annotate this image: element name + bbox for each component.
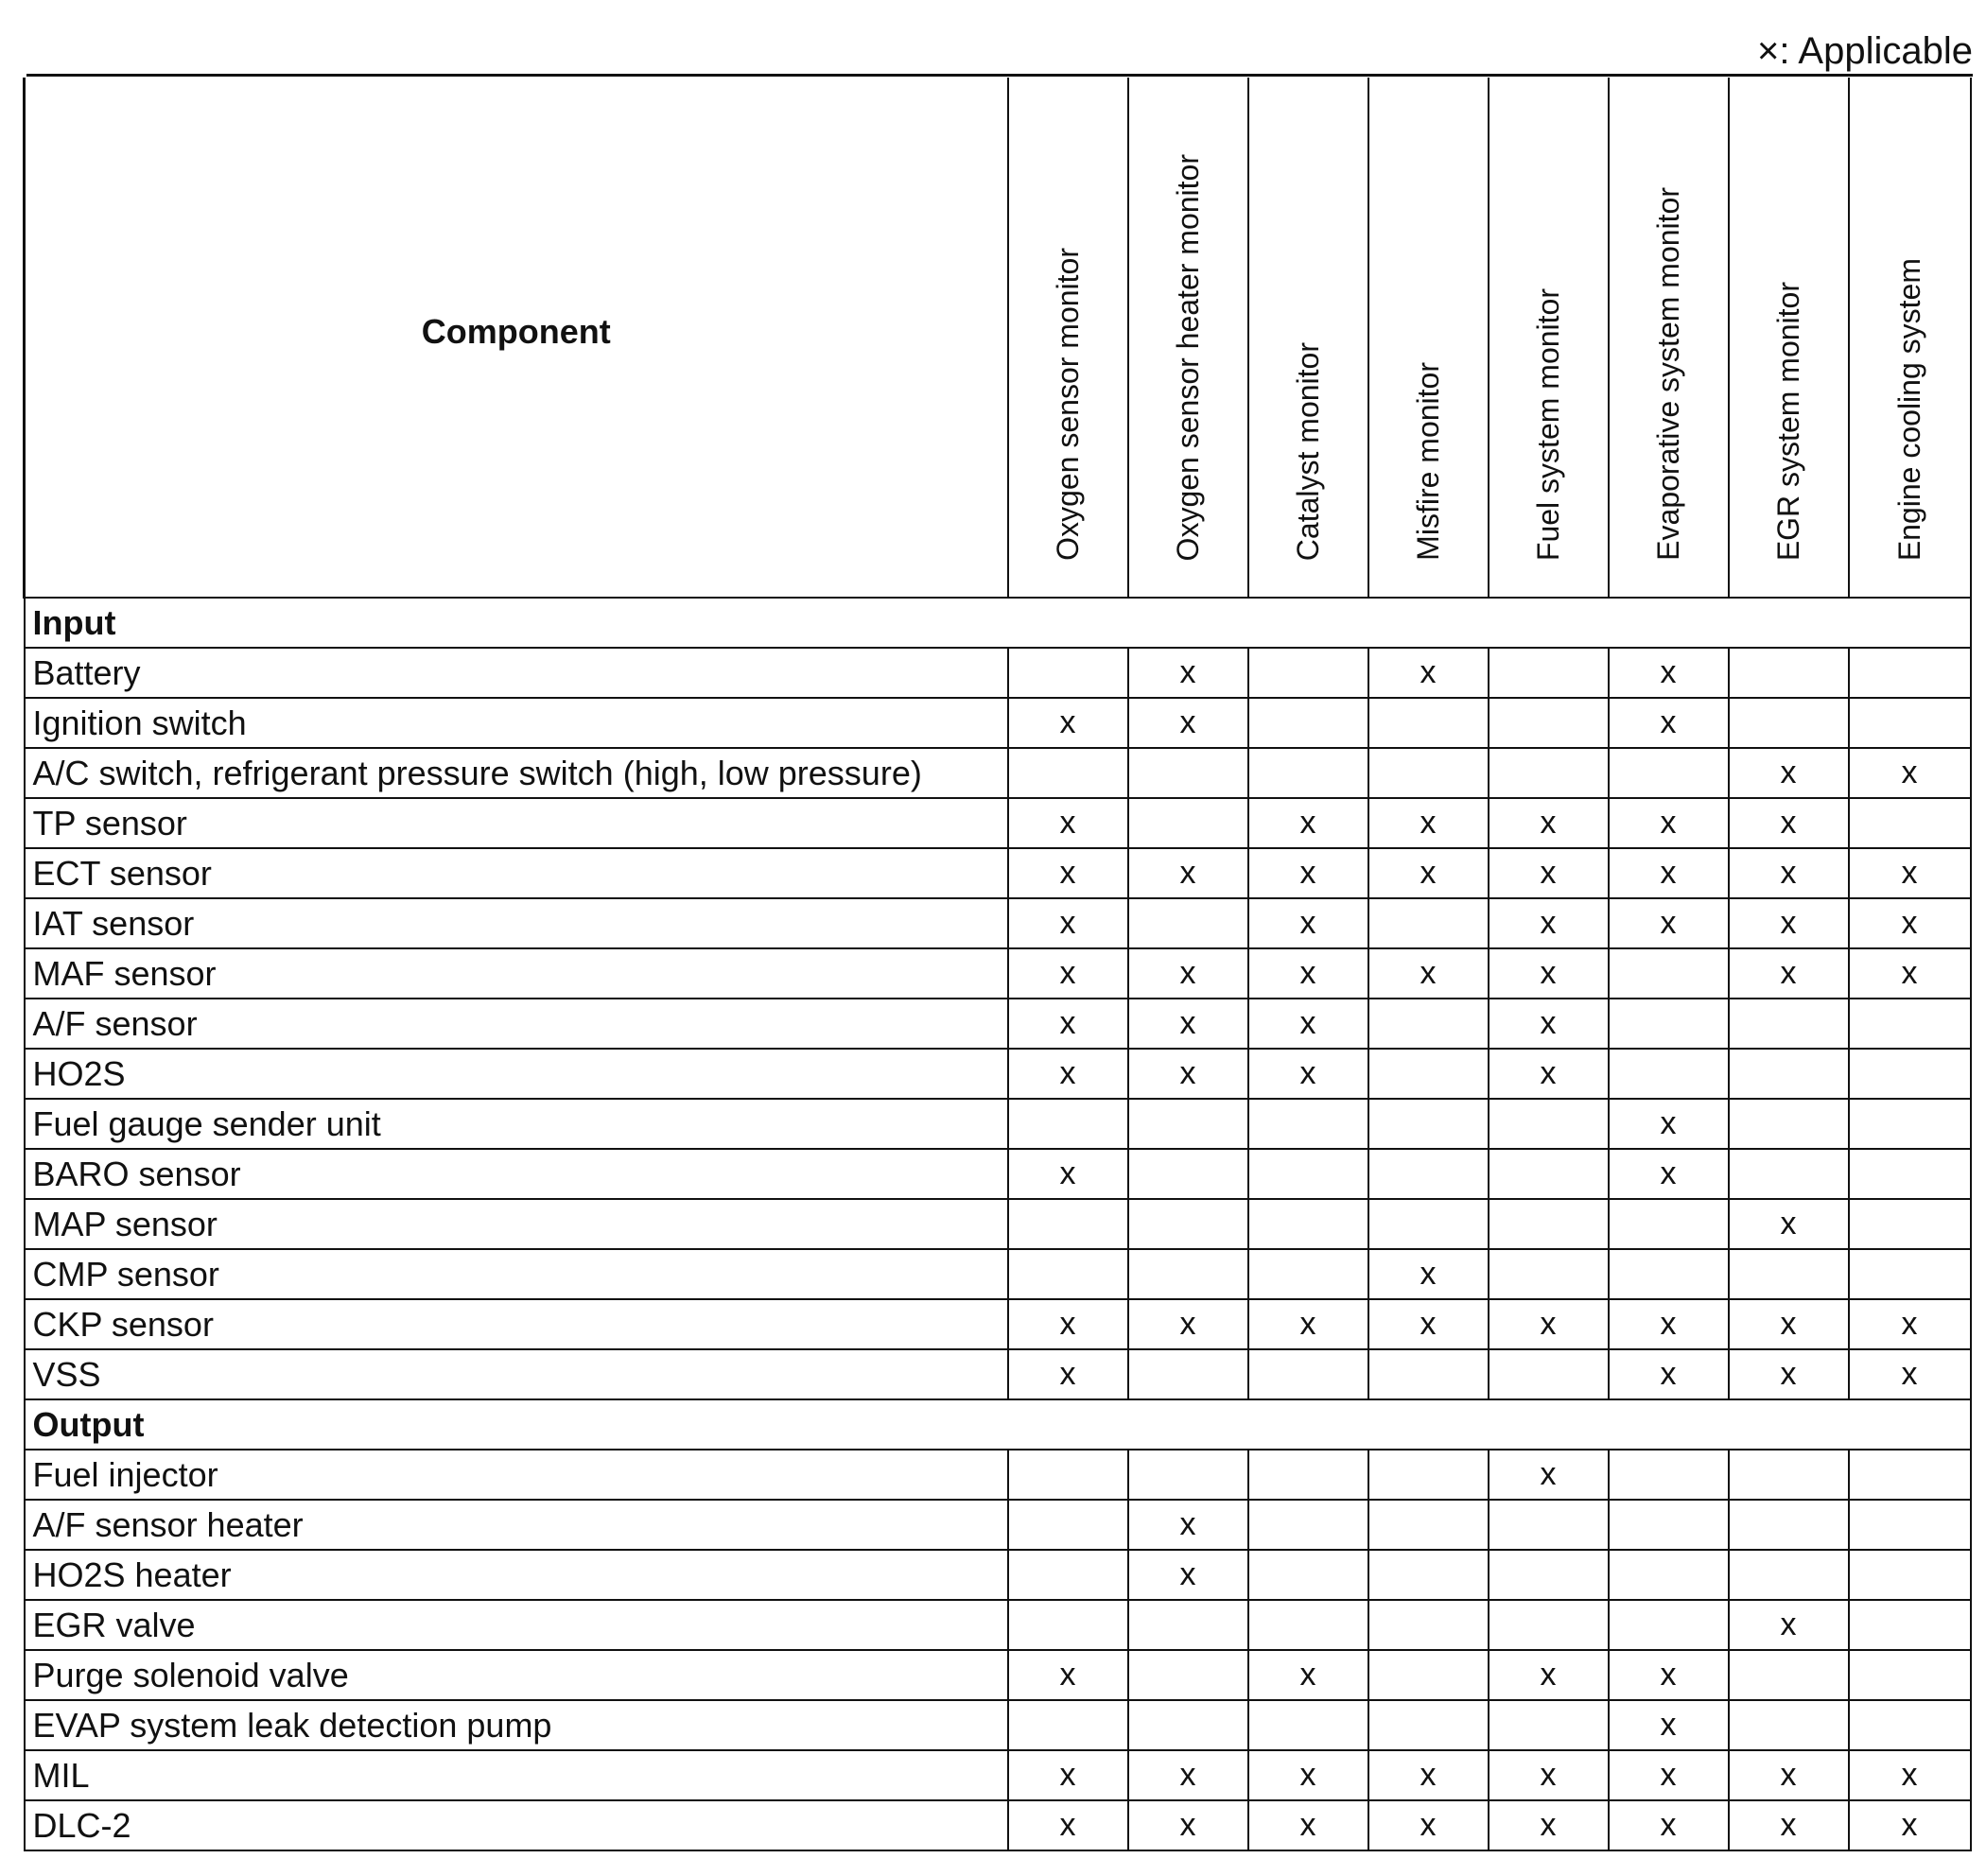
empty-cell (1128, 1700, 1248, 1750)
applicable-mark: x (1248, 798, 1368, 848)
applicable-mark: x (1609, 1650, 1729, 1700)
applicable-mark: x (1008, 1349, 1128, 1399)
empty-cell (1729, 1049, 1849, 1099)
empty-cell (1008, 1550, 1128, 1600)
applicable-mark: x (1008, 798, 1128, 848)
section-row (25, 598, 1971, 648)
empty-cell (1609, 1600, 1729, 1650)
empty-cell (1248, 1249, 1368, 1299)
applicable-mark: x (1368, 1750, 1489, 1800)
empty-cell (1729, 1500, 1849, 1550)
empty-cell (1248, 1349, 1368, 1399)
component-name: VSS (25, 1349, 1008, 1399)
applicable-mark: x (1128, 1550, 1248, 1600)
table-row (25, 999, 1971, 1049)
empty-cell (1849, 1199, 1971, 1249)
empty-cell (1368, 1700, 1489, 1750)
empty-cell (1368, 1650, 1489, 1700)
table-row (25, 1800, 1971, 1850)
applicable-mark: x (1729, 1199, 1849, 1249)
empty-cell (1729, 1700, 1849, 1750)
applicable-mark: x (1609, 1700, 1729, 1750)
empty-cell (1368, 1099, 1489, 1149)
applicable-mark: x (1128, 1299, 1248, 1349)
applicable-mark: x (1609, 1299, 1729, 1349)
applicable-mark: x (1489, 1800, 1609, 1850)
empty-cell (1609, 1550, 1729, 1600)
empty-cell (1128, 1099, 1248, 1149)
applicable-mark: x (1849, 1800, 1971, 1850)
table-row (25, 1199, 1971, 1249)
monitor-column-header (1008, 78, 1128, 598)
table-row (25, 1299, 1971, 1349)
component-name: A/F sensor heater (25, 1500, 1008, 1550)
component-name: MAP sensor (25, 1199, 1008, 1249)
table-row (25, 1600, 1971, 1650)
applicable-mark: x (1729, 1800, 1849, 1850)
applicable-mark: x (1368, 948, 1489, 999)
empty-cell (1849, 798, 1971, 848)
table-row (25, 1550, 1971, 1600)
component-name: Fuel injector (25, 1450, 1008, 1500)
applicable-mark: x (1248, 1049, 1368, 1099)
applicable-mark: x (1609, 1099, 1729, 1149)
empty-cell (1248, 1149, 1368, 1199)
applicable-mark: x (1128, 948, 1248, 999)
legend-applicable: ×: Applicable (1757, 30, 1973, 72)
empty-cell (1368, 1349, 1489, 1399)
monitor-label: Misfire monitor (1411, 362, 1445, 561)
component-name: MIL (25, 1750, 1008, 1800)
applicable-mark: x (1368, 1299, 1489, 1349)
matrix-body (25, 598, 1971, 1850)
applicable-mark: x (1729, 948, 1849, 999)
table-row (25, 1750, 1971, 1800)
applicable-mark: x (1128, 1049, 1248, 1099)
monitor-label: Oxygen sensor monitor (1051, 248, 1085, 561)
applicable-mark: x (1849, 1349, 1971, 1399)
empty-cell (1368, 999, 1489, 1049)
component-name: HO2S (25, 1049, 1008, 1099)
table-row (25, 648, 1971, 698)
table-row (25, 1149, 1971, 1199)
empty-cell (1729, 1450, 1849, 1500)
applicable-mark: x (1368, 798, 1489, 848)
component-column-header: Component (25, 78, 1008, 598)
empty-cell (1489, 1199, 1609, 1249)
component-name: Battery (25, 648, 1008, 698)
applicable-mark: x (1729, 898, 1849, 948)
applicable-mark: x (1609, 1800, 1729, 1850)
empty-cell (1128, 798, 1248, 848)
component-name: EGR valve (25, 1600, 1008, 1650)
table-row (25, 898, 1971, 948)
empty-cell (1729, 698, 1849, 748)
applicable-mark: x (1128, 1800, 1248, 1850)
empty-cell (1368, 1600, 1489, 1650)
empty-cell (1729, 1550, 1849, 1600)
empty-cell (1849, 1049, 1971, 1099)
applicable-mark: x (1489, 1750, 1609, 1800)
monitor-column-header (1609, 78, 1729, 598)
empty-cell (1248, 648, 1368, 698)
monitor-label: Fuel system monitor (1531, 287, 1565, 561)
empty-cell (1489, 1600, 1609, 1650)
monitor-label: Engine cooling system (1892, 257, 1926, 561)
empty-cell (1368, 1500, 1489, 1550)
empty-cell (1489, 698, 1609, 748)
monitor-column-header (1368, 78, 1489, 598)
applicable-mark: x (1489, 1450, 1609, 1500)
empty-cell (1609, 1450, 1729, 1500)
empty-cell (1489, 1700, 1609, 1750)
empty-cell (1849, 1700, 1971, 1750)
empty-cell (1248, 1600, 1368, 1650)
section-title: Output (25, 1399, 1971, 1450)
empty-cell (1008, 1199, 1128, 1249)
applicable-mark: x (1128, 999, 1248, 1049)
table-row (25, 848, 1971, 898)
empty-cell (1368, 1149, 1489, 1199)
component-name: CKP sensor (25, 1299, 1008, 1349)
empty-cell (1609, 1199, 1729, 1249)
applicable-mark: x (1008, 848, 1128, 898)
empty-cell (1368, 1199, 1489, 1249)
component-name: CMP sensor (25, 1249, 1008, 1299)
component-name: IAT sensor (25, 898, 1008, 948)
applicable-mark: x (1729, 1299, 1849, 1349)
applicable-mark: x (1368, 1800, 1489, 1850)
empty-cell (1248, 1500, 1368, 1550)
applicable-mark: x (1729, 1750, 1849, 1800)
table-row (25, 1500, 1971, 1550)
applicable-mark: x (1008, 999, 1128, 1049)
empty-cell (1849, 1149, 1971, 1199)
monitor-column-header (1489, 78, 1609, 598)
monitor-column-header (1248, 78, 1368, 598)
applicable-mark: x (1609, 1750, 1729, 1800)
header-row (25, 78, 1971, 598)
applicable-mark: x (1008, 1149, 1128, 1199)
applicable-mark: x (1368, 648, 1489, 698)
empty-cell (1128, 898, 1248, 948)
applicable-mark: x (1489, 948, 1609, 999)
monitor-column-header (1729, 78, 1849, 598)
table-row (25, 1700, 1971, 1750)
applicable-mark: x (1489, 848, 1609, 898)
empty-cell (1128, 1349, 1248, 1399)
empty-cell (1849, 999, 1971, 1049)
applicable-mark: x (1489, 798, 1609, 848)
empty-cell (1008, 1450, 1128, 1500)
applicable-mark: x (1128, 848, 1248, 898)
component-name: Ignition switch (25, 698, 1008, 748)
applicable-mark: x (1128, 1500, 1248, 1550)
table-row (25, 1049, 1971, 1099)
applicable-mark: x (1128, 698, 1248, 748)
table-row (25, 1650, 1971, 1700)
empty-cell (1128, 1450, 1248, 1500)
table-row (25, 1349, 1971, 1399)
empty-cell (1729, 648, 1849, 698)
empty-cell (1128, 1600, 1248, 1650)
empty-cell (1489, 1349, 1609, 1399)
empty-cell (1248, 698, 1368, 748)
empty-cell (1849, 648, 1971, 698)
applicable-mark: x (1609, 698, 1729, 748)
table-row (25, 748, 1971, 798)
applicable-mark: x (1008, 1750, 1128, 1800)
applicable-mark: x (1248, 848, 1368, 898)
component-name: Purge solenoid valve (25, 1650, 1008, 1700)
empty-cell (1729, 1650, 1849, 1700)
empty-cell (1489, 748, 1609, 798)
applicable-mark: x (1849, 1750, 1971, 1800)
empty-cell (1489, 1550, 1609, 1600)
applicable-mark: x (1008, 1800, 1128, 1850)
empty-cell (1368, 748, 1489, 798)
component-name: ECT sensor (25, 848, 1008, 898)
applicable-mark: x (1008, 1299, 1128, 1349)
empty-cell (1609, 748, 1729, 798)
component-name: DLC-2 (25, 1800, 1008, 1850)
applicable-mark: x (1248, 1299, 1368, 1349)
empty-cell (1368, 1450, 1489, 1500)
applicable-mark: x (1248, 1800, 1368, 1850)
applicable-mark: x (1128, 1750, 1248, 1800)
empty-cell (1729, 1249, 1849, 1299)
component-name: MAF sensor (25, 948, 1008, 999)
empty-cell (1368, 698, 1489, 748)
empty-cell (1849, 1450, 1971, 1500)
empty-cell (1489, 1500, 1609, 1550)
monitor-label: Catalyst monitor (1291, 341, 1325, 561)
empty-cell (1849, 1650, 1971, 1700)
empty-cell (1609, 1049, 1729, 1099)
applicable-mark: x (1008, 1049, 1128, 1099)
component-name: Fuel gauge sender unit (25, 1099, 1008, 1149)
empty-cell (1609, 999, 1729, 1049)
empty-cell (1849, 1249, 1971, 1299)
applicable-mark: x (1609, 798, 1729, 848)
applicable-mark: x (1489, 1049, 1609, 1099)
empty-cell (1368, 1049, 1489, 1099)
empty-cell (1368, 1550, 1489, 1600)
empty-cell (1128, 748, 1248, 798)
monitor-label: Oxygen sensor heater monitor (1171, 153, 1205, 561)
empty-cell (1248, 1550, 1368, 1600)
applicable-mark: x (1849, 1299, 1971, 1349)
applicable-mark: x (1008, 698, 1128, 748)
table-row (25, 698, 1971, 748)
applicable-mark: x (1248, 948, 1368, 999)
top-rule (26, 74, 1973, 77)
empty-cell (1849, 1099, 1971, 1149)
empty-cell (1008, 648, 1128, 698)
empty-cell (1248, 1700, 1368, 1750)
table-row (25, 1099, 1971, 1149)
applicable-mark: x (1729, 748, 1849, 798)
applicable-mark: x (1849, 948, 1971, 999)
table-row (25, 798, 1971, 848)
applicable-mark: x (1609, 898, 1729, 948)
applicable-mark: x (1729, 1349, 1849, 1399)
applicable-mark: x (1368, 848, 1489, 898)
empty-cell (1008, 1099, 1128, 1149)
empty-cell (1489, 648, 1609, 698)
component-name: BARO sensor (25, 1149, 1008, 1199)
applicable-mark: x (1008, 948, 1128, 999)
applicable-mark: x (1248, 1750, 1368, 1800)
applicable-mark: x (1128, 648, 1248, 698)
empty-cell (1248, 1199, 1368, 1249)
applicable-mark: x (1849, 898, 1971, 948)
empty-cell (1248, 1099, 1368, 1149)
component-name: A/F sensor (25, 999, 1008, 1049)
empty-cell (1248, 748, 1368, 798)
empty-cell (1008, 1700, 1128, 1750)
empty-cell (1849, 1600, 1971, 1650)
table-row (25, 1249, 1971, 1299)
monitor-column-header (1849, 78, 1971, 598)
empty-cell (1128, 1199, 1248, 1249)
empty-cell (1729, 1149, 1849, 1199)
applicable-mark: x (1368, 1249, 1489, 1299)
empty-cell (1609, 1500, 1729, 1550)
empty-cell (1849, 698, 1971, 748)
component-name: HO2S heater (25, 1550, 1008, 1600)
applicable-mark: x (1609, 848, 1729, 898)
monitor-label: EGR system monitor (1771, 281, 1805, 561)
empty-cell (1489, 1249, 1609, 1299)
empty-cell (1729, 999, 1849, 1049)
applicable-mark: x (1248, 898, 1368, 948)
section-row (25, 1399, 1971, 1450)
empty-cell (1128, 1249, 1248, 1299)
empty-cell (1609, 1249, 1729, 1299)
empty-cell (1008, 1500, 1128, 1550)
applicable-mark: x (1248, 999, 1368, 1049)
applicable-mark: x (1489, 999, 1609, 1049)
applicable-mark: x (1248, 1650, 1368, 1700)
empty-cell (1368, 898, 1489, 948)
empty-cell (1609, 948, 1729, 999)
applicable-mark: x (1609, 648, 1729, 698)
empty-cell (1008, 1249, 1128, 1299)
applicable-mark: x (1489, 1650, 1609, 1700)
applicable-mark: x (1008, 898, 1128, 948)
applicable-mark: x (1849, 848, 1971, 898)
applicable-mark: x (1729, 848, 1849, 898)
applicable-mark: x (1489, 898, 1609, 948)
monitor-column-header (1128, 78, 1248, 598)
table-row (25, 1450, 1971, 1500)
monitor-label: Evaporative system monitor (1651, 187, 1685, 561)
component-monitor-matrix (23, 78, 1972, 1851)
applicable-mark: x (1849, 748, 1971, 798)
empty-cell (1489, 1099, 1609, 1149)
empty-cell (1008, 748, 1128, 798)
applicable-mark: x (1609, 1349, 1729, 1399)
applicable-mark: x (1008, 1650, 1128, 1700)
applicable-mark: x (1609, 1149, 1729, 1199)
applicable-mark: x (1729, 1600, 1849, 1650)
component-name: EVAP system leak detection pump (25, 1700, 1008, 1750)
component-name: A/C switch, refrigerant pressure switch (high, low pressure) (25, 748, 1008, 798)
empty-cell (1729, 1099, 1849, 1149)
empty-cell (1489, 1149, 1609, 1199)
component-name: TP sensor (25, 798, 1008, 848)
empty-cell (1128, 1650, 1248, 1700)
section-title: Input (25, 598, 1971, 648)
empty-cell (1849, 1500, 1971, 1550)
empty-cell (1128, 1149, 1248, 1199)
empty-cell (1849, 1550, 1971, 1600)
empty-cell (1248, 1450, 1368, 1500)
empty-cell (1008, 1600, 1128, 1650)
table-row (25, 948, 1971, 999)
applicable-mark: x (1489, 1299, 1609, 1349)
applicable-mark: x (1729, 798, 1849, 848)
